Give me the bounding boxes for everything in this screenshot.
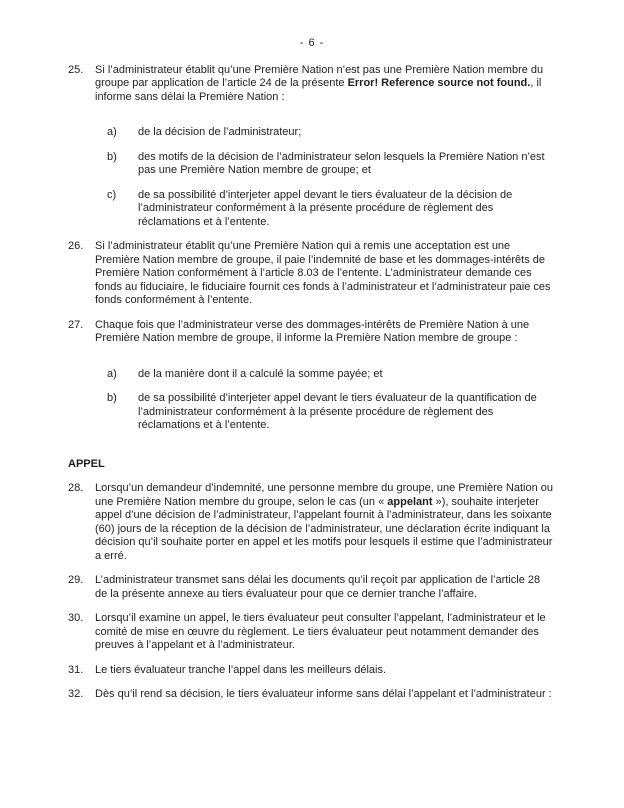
text-segment: Si l’administrateur établit qu’une Première Nation n’est pas une Première Nation membre du groupe par application de l’article 24 de la présente <box>95 63 544 89</box>
text-segment: Le tiers évaluateur tranche l’appel dans les meilleurs délais. <box>95 663 387 676</box>
text-segment: Dès qu’il rend sa décision, le tiers évaluateur informe sans délai l’appelant et l’administrateur : <box>95 688 552 700</box>
text-segment: »), souhaite interjeter appel d’une décision de l’administrateur, l’appelant fournit à l’administrateur, dans les soixante (60) jours de la réception de la décision de l’administrateur, une déclaration écrite indiquant la décision qu’il souhaite porter en appel et les motifs pour lesquels il estime que l’administrateur a erré. <box>95 495 553 562</box>
text-segment: Si l’administrateur établit qu’une Première Nation qui a remis une acceptation est une Première Nation membre de groupe, il paie l’indemnité de base et les dommages-intérêts de Première Nation conformément à l’article 8.03 de l’entente. L’administrateur demande ces fonds au fiduciaire, le fiduciaire fournit ces fonds à l’administrateur et l’administrateur paie ces fonds conformément à l’entente. <box>95 240 551 306</box>
text-segment: Chaque fois que l’administrateur verse des dommages-intérêts de Première Nation à une Première Nation membre de groupe, il informe la Première Nation membre de groupe : <box>95 318 530 344</box>
list-item-text <box>138 151 553 178</box>
list-item <box>107 151 553 178</box>
paragraph-text <box>95 482 553 563</box>
numbered-paragraph <box>68 664 553 678</box>
paragraph-text <box>95 64 553 105</box>
text-segment: Lorsqu’il examine un appel, le tiers évaluateur peut consulter l’appelant, l’administrateur et le comité de mise en œuvre du règlement. Le tiers évaluateur peut notamment demander des preuves à l’appelant et à l’administrateur. <box>95 612 546 651</box>
list-item-letter: b) <box>107 392 117 404</box>
numbered-paragraph <box>68 319 553 346</box>
paragraph-number: 29. <box>68 574 84 586</box>
list-item-text <box>138 368 553 382</box>
text-segment: de sa possibilité d’interjeter appel devant le tiers évaluateur de la décision de l’administrateur conformément à la présente procédure de règlement des réclamations et à l’entente. <box>138 188 513 228</box>
numbered-paragraph <box>68 240 553 308</box>
paragraph-number: 26. <box>68 240 84 252</box>
page-number: - 6 - <box>299 37 325 49</box>
list-item-text <box>138 126 553 140</box>
paragraph-text <box>95 688 553 702</box>
section-heading: APPEL <box>68 457 105 470</box>
paragraph-number: 28. <box>68 482 84 494</box>
text-segment: Lorsqu’un demandeur d’indemnité, une personne membre du groupe, une Première Nation ou une Première Nation membre du groupe, selon le cas (un « <box>95 482 554 508</box>
list-item-letter: b) <box>107 150 117 163</box>
document-content <box>68 64 553 702</box>
paragraph-text <box>95 664 553 678</box>
list-item-text <box>138 392 553 433</box>
list-item <box>107 126 553 140</box>
numbered-paragraph <box>68 612 553 653</box>
text-segment: , il informe sans délai la Première Nation : <box>95 77 542 103</box>
list-item-letter: c) <box>107 188 117 201</box>
text-segment: de la manière dont il a calculé la somme payée; et <box>138 367 383 380</box>
text-segment: L’administrateur transmet sans délai les documents qu’il reçoit par application de l’article 28 de la présente annexe au tiers évaluateur pour que ce dernier tranche l’affaire. <box>95 574 541 600</box>
numbered-paragraph <box>68 688 553 702</box>
paragraph-text <box>95 240 553 308</box>
text-segment: de la décision de l’administrateur; <box>138 126 302 138</box>
numbered-paragraph <box>68 574 553 601</box>
list-item <box>107 392 553 433</box>
bold-text-segment: Error! Reference source not found. <box>347 77 531 89</box>
paragraph-text <box>95 574 553 601</box>
list-item <box>107 189 553 230</box>
paragraph-number: 32. <box>68 688 84 700</box>
list-item-text <box>138 189 553 230</box>
paragraph-number: 30. <box>68 612 84 624</box>
text-segment: de sa possibilité d’interjeter appel devant le tiers évaluateur de la quantification de l’administrateur conformément à la présente procédure de règlement des réclamations et à l’entente. <box>138 392 537 431</box>
paragraph-number: 27. <box>68 318 84 331</box>
paragraph-text <box>95 319 553 346</box>
list-item-letter: a) <box>107 126 117 138</box>
text-segment: des motifs de la décision de l’administrateur selon lesquels la Première Nation n’est pas une Première Nation membre de groupe; et <box>138 150 545 176</box>
list-item-letter: a) <box>107 367 117 380</box>
list-item <box>107 368 553 382</box>
paragraph-number: 25. <box>68 63 84 76</box>
bold-text-segment: appelant <box>387 495 433 508</box>
numbered-paragraph <box>68 482 553 563</box>
paragraph-text <box>95 612 553 653</box>
paragraph-number: 31. <box>68 663 84 676</box>
numbered-paragraph <box>68 64 553 105</box>
